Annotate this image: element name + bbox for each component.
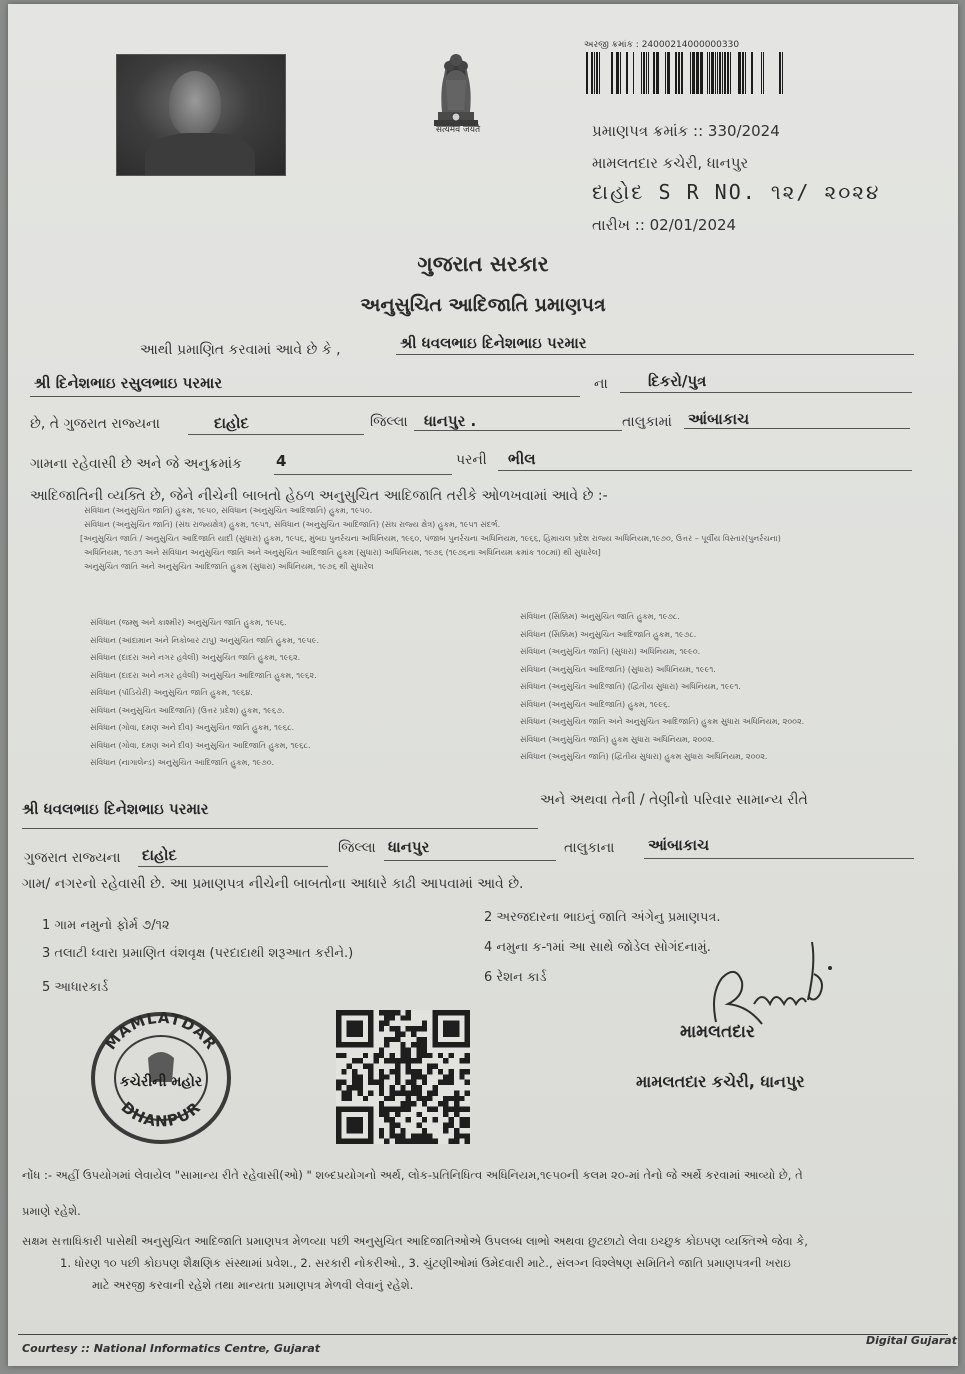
order-line: સંવિધાન (સિક્કિમ) અનુસુચિત આદિજાતિ હુકમ, ૧૯૭૮. [520,629,697,639]
serial-value: 4 [276,452,287,470]
order-line: સંવિધાન (પૉંડિચેરી) અનુસુચિત જાતિ હુકમ, ૧૯૬૪. [90,688,253,697]
order-line: સંવિધાન (અનુસુચિત જાતિ) હુકમ સુધારા અધિનિયમ, ૨૦૦૨. [520,734,715,744]
signatory-office: મામલતદાર કચેરી, ધાનપુર [636,1072,805,1091]
note-line: માટે અરજી કરવાની રહેશે તથા માન્યતા પ્રમાણપત્ર મેળવી લેવાનું રહેશે. [92,1278,414,1292]
note-line: નોંધ :- અહીં ઉપયોગમાં લેવાયેલ "સામાન્ય રીતે રહેવાસી(ઓ) " શબ્દપ્રયોગનો અર્થ, લોક-પ્રતિનિધિત્વ અધિનિયમ,૧૯૫૦ની કલમ ૨૦-માં તેનો જે અર્થે કરવામાં આવ્યો છે, તે [22,1168,803,1182]
order-line: સંવિધાન (અનુસુચિત આદિજાતિ) હુકમ, ૧૯૯૬. [520,699,671,709]
rule [644,858,914,859]
tribe-label: પરની [456,452,487,468]
order-line: સંવિધાન (ગોવા, દમણ અને દીવ) અનુસુચિત જાતિ હુકમ, ૧૯૬૮. [90,723,295,732]
svg-text:MAMLATDAR: MAMLATDAR [101,1008,221,1054]
signature-icon [702,934,842,1034]
barcode-icon [584,52,789,94]
order-line: [અનુસુચિત જાતિ / અનુસુચિત આદિજાતિ યાદી (સુધારા) હુકમ, ૧૯૫૬, મુંબઇ પુનર્રચના અધિનિયમ, ૧૯૬૦, પંજાબ પુનર્રચના અધિનિયમ, ૧૯૬૬, હિમાચલ પ્રદેશ રાજ્ય અધિનિયમ,૧૯૭૦, ઉત્તર – પૂર્વીય વિસ્તાર(પુનર્રચના) [80,534,781,543]
note-line: પ્રમાણે રહેશે. [22,1204,81,1218]
government-title: ગુજરાત સરકાર [417,252,549,276]
barcode-label: અરજી ક્રમાંક : 24000214000000330 [584,40,740,50]
document-item: 4 નમુના ક-૧માં આ સાથે જોડેલ સોગંદનામું. [484,940,711,955]
qr-code-icon [336,1010,470,1144]
signatory-designation: મામલતદાર [680,1022,755,1042]
order-line: સંવિધાન (અનુસુચિત આદિજાતિ) (સુધારા) અધિનિયમ, ૧૯૯૧. [520,664,716,674]
document-item: 3 તલાટી ધ્વારા પ્રમાણિત વંશવૃક્ષ (પરદાદાથી શરૂઆત કરીને.) [42,946,354,961]
residence-district-value: દાહોદ [142,846,177,864]
recognition-text: આદિજાતિની વ્યક્તિ છે, જેને નીચેની બાબતો હેઠળ અનુસુચિત આદિજાતિ તરીકે ઓળખવામાં આવે છે :- [30,488,608,504]
rule [414,430,622,431]
family-text: અને અથવા તેની / તેણીનો પરિવાર સામાન્ય રીતે [540,792,808,808]
footer-divider [18,1334,948,1335]
svg-text:DHANPUR: DHANPUR [117,1098,205,1131]
taluka-label: તાલુકામાં [622,414,672,430]
residence-village-value: આંબાકાચ [648,836,710,854]
order-line: સંવિધાન (અનુસુચિત જાતિ) (સંઘ રાજ્યક્ષેત્ર) હુકમ, ૧૯૫૧, સંવિધાન (અનુસુચિત આદિજાતિ) (સંઘ રાજ્ય ક્ષેત્ર) હુકમ, ૧૯૫૧ સંદર્ભ. [84,520,501,529]
relation-value: દિકરો/પુત્ર [648,372,707,390]
relation-label: ના [594,376,608,392]
handwritten-reference: દાહોદ S R NO. ૧૨/ ૨૦૨૪ [592,180,881,204]
order-line: સંવિધાન (ગોવા, દમણ અને દીવ) અનુસુચિત આદિજાતિ હુકમ, ૧૯૬૮. [90,740,311,750]
order-line: સંવિધાન (દાદરા અને નગર હવેલી) અનુસુચિત આદિજાતિ હુકમ, ૧૯૬૨. [90,670,317,680]
order-line: સંવિધાન (જમ્મુ અને કાશ્મીર) અનુસુચિત જાતિ હુકમ, ૧૯૫૬. [90,618,287,627]
residence-district-label: જિલ્લા [338,840,376,856]
order-line: સંવિધાન (અનુસુચિત જાતિ) (સુધારા) અધિનિયમ, ૧૯૯૦. [520,647,701,656]
rule [620,392,912,393]
document-item: 5 આધારકાર્ડ [42,980,109,995]
state-label: છે, તે ગુજરાત રાજ્યના [30,416,160,432]
issue-date: તારીખ :: 02/01/2024 [592,216,737,234]
svg-text:કચેરીની મહોર: કચેરીની મહોર [119,1074,203,1090]
rule [274,474,452,475]
taluka-value: ધાનપુર . [424,412,477,430]
document-item: 2 અરજદારના ભાઇનું જાતિ અંગેનુ પ્રમાણપત્ર. [484,910,721,925]
rule [684,428,910,429]
rule [188,434,364,435]
rule [396,354,914,355]
document-item: 6 રેશન કાર્ડ [484,970,547,985]
intro-label: આથી પ્રમાણિત કરવામાં આવે છે કે , [140,342,341,358]
residence-taluka-value: ધાનપુર [388,838,430,856]
order-line: સંવિધાન (સિક્કિમ) અનુસુચિત જાતિ હુકમ, ૧૯૭૮. [520,612,680,621]
order-line: સંવિધાન (આંદામાન અને નિકોબાર ટાપુ) અનુસુચિત જાતિ હુકમ, ૧૯૫૯. [90,635,320,645]
order-line: અનુસુચિત જાતિ અને અનુસુચિત આદિજાતિ હુકમ (સુધારા) અધિનિયમ, ૧૯૭૬ થી સુધારેલ [84,562,374,571]
order-line: અધિનિયમ, ૧૯૭૧ અને સંવિધાન અનુસુચિત જાતિ અને અનુસુચિત આદિજાતિ હુકમ (સુધારા) અધિનિયમ, ૧૯૭૬ (૧૯૭૬ના અધિનિયમ ક્રમાંક ૧૦૮માં) થી સુધારેલ] [84,548,601,557]
footer-courtesy: Courtesy :: National Informatics Centre, Gujarat [22,1342,321,1355]
orders-right-column [520,608,804,766]
mamlatdar-seal-icon [86,1006,236,1146]
applicant-name: શ્રી ધવલભાઇ દિનેશભાઇ પરમાર [400,334,587,352]
issuing-office: મામલતદાર કચેરી, ધાનપુર [592,154,749,172]
order-line: સંવિધાન (અનુસુચિત જાતિ અને અનુસુચિત આદિજાતિ) હુકમ સુધારા અધિનિયમ, ૨૦૦૨. [520,717,805,726]
district-label: જિલ્લા [370,414,408,430]
order-line: સંવિધાન (અનુસુચિત જાતિ) હુકમ, ૧૯૫૦, સંવિધાન (અનુસુચિત આદિજાતિ) હુકમ, ૧૯૫૦. [84,506,373,515]
order-line: સંવિધાન (નાગાલેન્ડ) અનુસુચિત આદિજાતિ હુકમ, ૧૯૭૦. [90,758,275,767]
note-line: 1. ધોરણ ૧૦ પછી કોઇપણ શૈક્ષણિક સંસ્થામાં પ્રવેશ., 2. સરકારી નોકરીઓ., 3. ચુંટણીઓમાં ઉમેદવારી માટે., સંલગ્ન વિશ્લેષણ સમિતિને જાતિ પ્રમાણપત્રની ખરાઇ [60,1256,791,1270]
rule [384,860,556,861]
applicant-photo [116,54,286,176]
resident-name: શ્રી ધવલભાઇ દિનેશભાઇ પરમાર [22,800,209,818]
footer-brand: Digital Gujarat [866,1334,957,1347]
note-line: સક્ષમ સત્તાધિકારી પાસેથી અનુસુચિત આદિજાતિ પ્રમાણપત્ર મેળવ્યા પછી અનુસુચિત આદિજાતિઓએ ઉપલબ્ધ લાભો અથવા છુટછાટો લેવા ઇચ્છુક કોઇપણ વ્યક્તિએ જેવા કે, [22,1234,808,1248]
emblem-caption: सत्यमेव जयते [435,125,481,135]
rule [138,866,328,867]
basis-text: ગામ/ નગરનો રહેવાસી છે. આ પ્રમાણપત્ર નીચેની બાબતોના આધારે કાઢી આપવામાં આવે છે. [22,876,524,892]
village-value: આંબાકાચ [688,410,750,428]
residence-taluka-label: તાલુકાના [564,840,615,856]
document-item: 1 ગામ નમુનો ફોર્મ ૭/૧૨ [42,918,170,933]
resident-label: ગામના રહેવાસી છે અને જે અનુક્રમાંક [30,456,242,472]
rule [22,828,538,829]
rule [498,470,912,471]
order-line: સંવિધાન (અનુસુચિત આદિજાતિ) (દ્વિતીય સુધારા) અધિનિયમ, ૧૯૯૧. [520,682,741,691]
orders-block [80,504,781,574]
rule [30,396,580,397]
order-line: સંવિધાન (દાદરા અને નગર હવેલી) અનુસુચિત જાતિ હુકમ, ૧૯૬૨. [90,653,301,662]
certificate-title: અનુસુચિત આદિજાતિ પ્રમાણપત્ર [360,294,606,316]
residence-state-label: ગુજરાત રાજ્યના [24,850,121,866]
orders-left-column [90,614,319,772]
order-line: સંવિધાન (અનુસુચિત આદિજાતિ) (ઉત્તર પ્રદેશ) હુકમ, ૧૯૬૭. [90,705,285,715]
order-line: સંવિધાન (અનુસુચિત જાતિ) (દ્વિતીય સુધારા) હુકમ સુધારા અધિનિયમ, ૨૦૦૨. [520,752,768,761]
certificate-number: પ્રમાણપત્ર ક્રમાંક :: 330/2024 [592,122,780,140]
district-value: દાહોદ [214,414,249,432]
certificate-page [8,4,958,1366]
father-name: શ્રી દિનેશભાઇ રસુલભાઇ પરમાર [34,374,223,392]
tribe-value: ભીલ [508,450,536,468]
